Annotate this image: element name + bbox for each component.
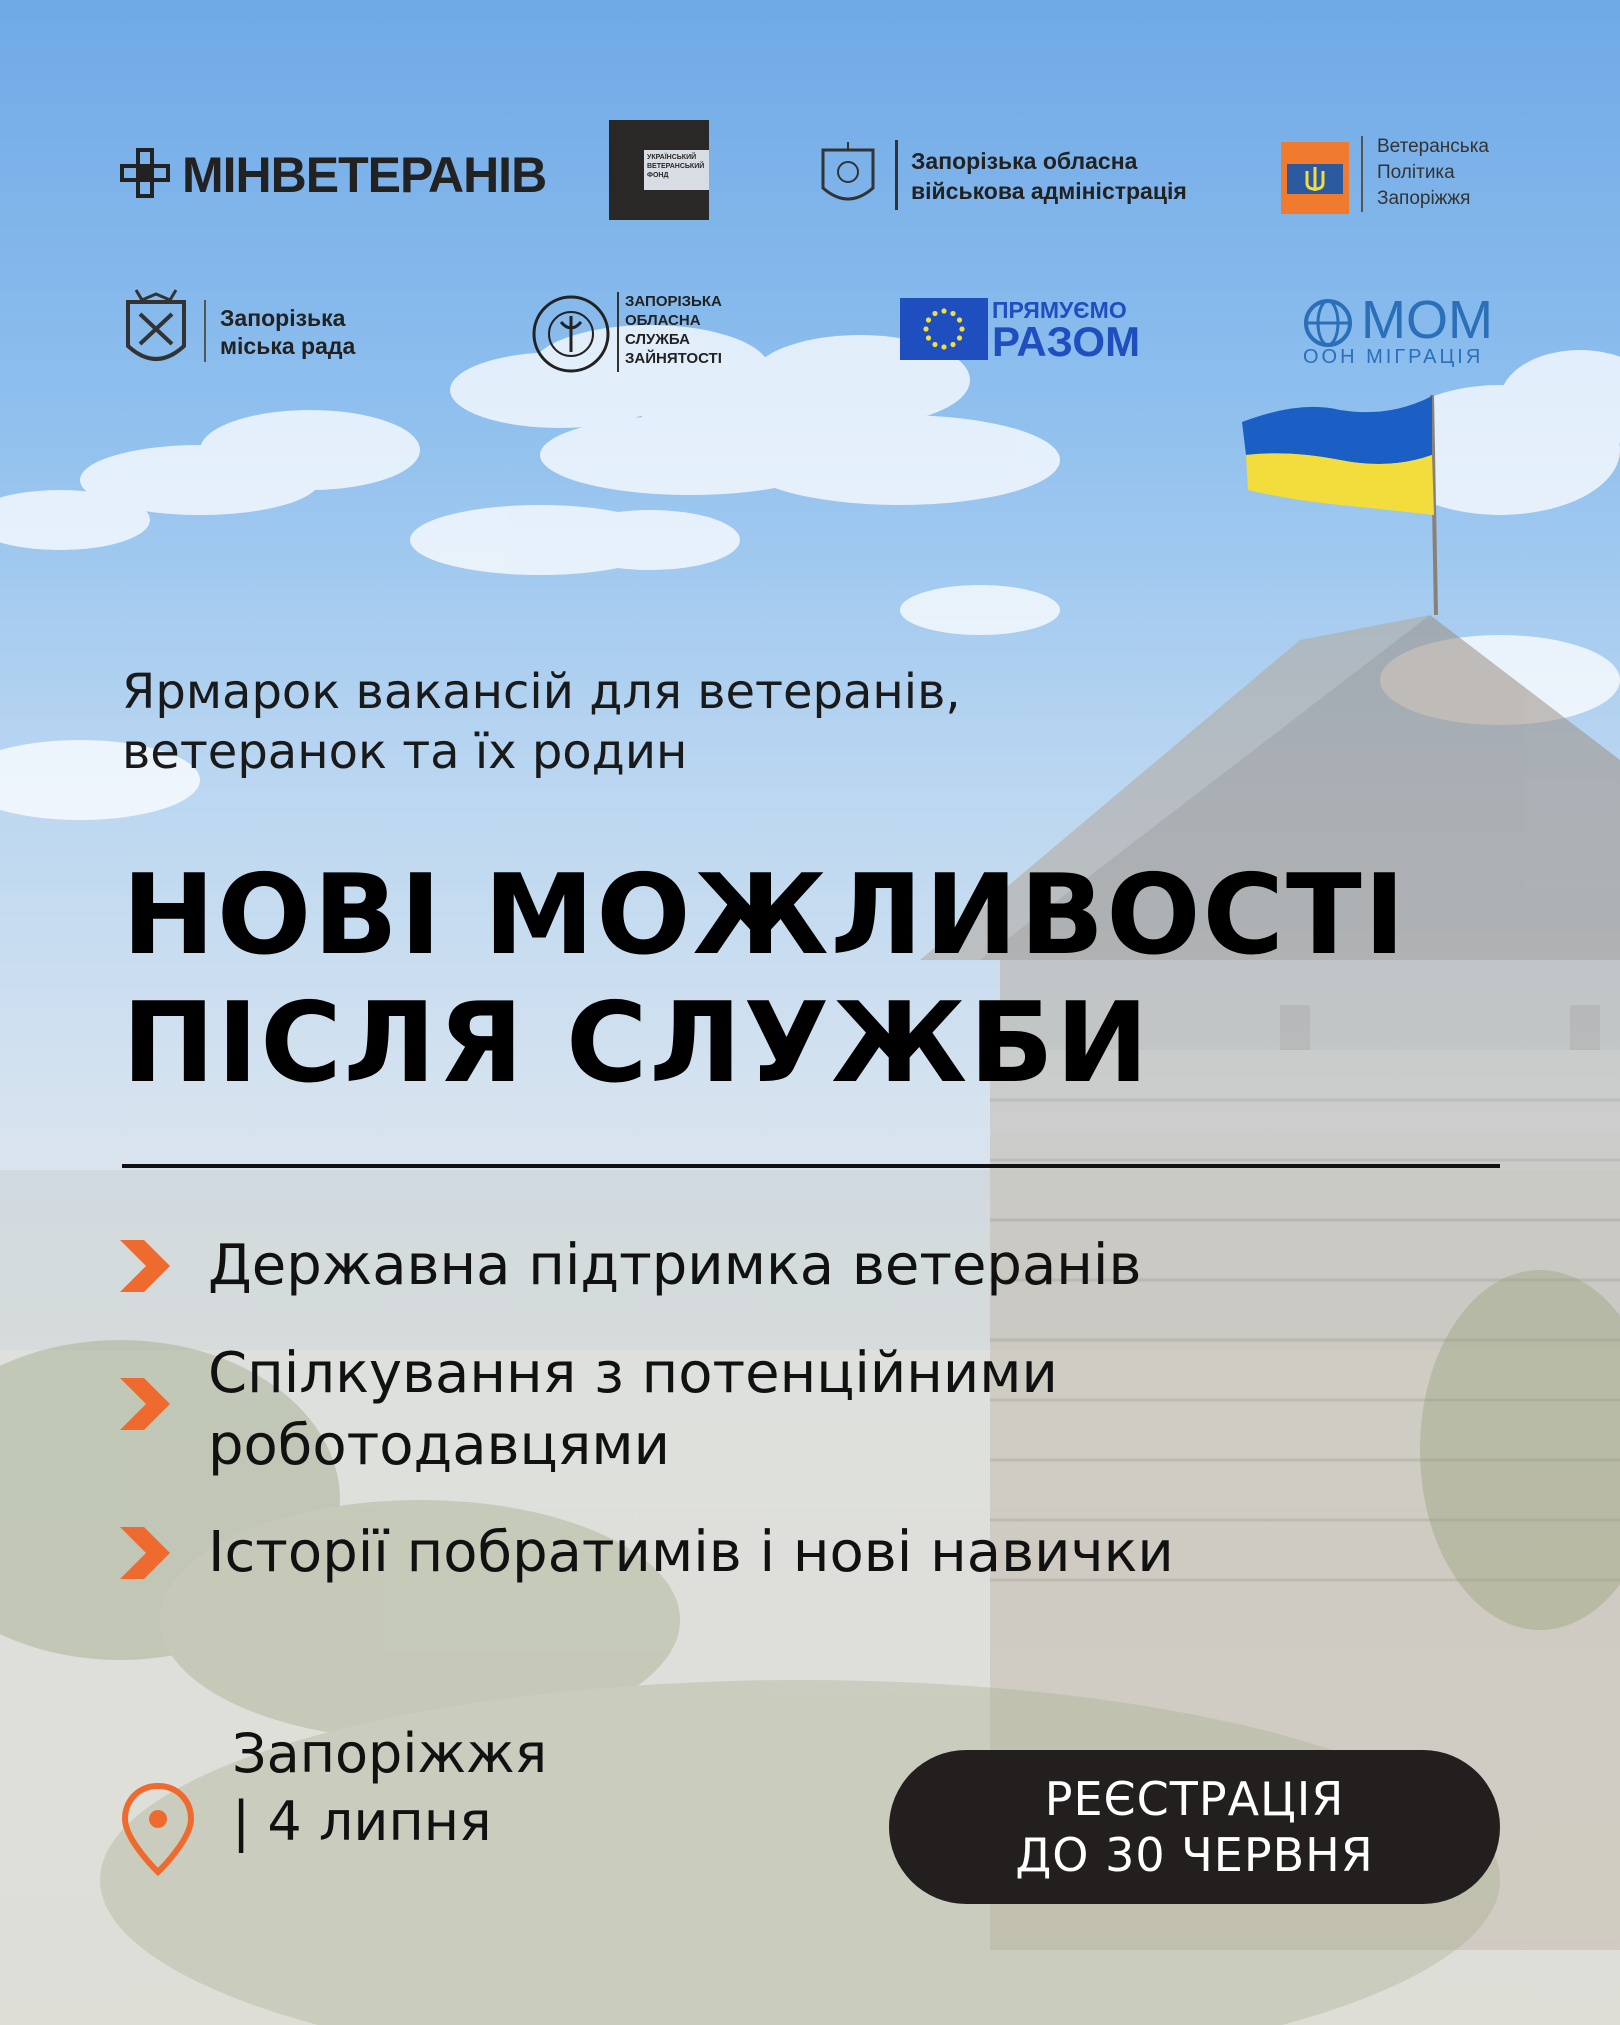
chevron-right-icon <box>120 1378 170 1430</box>
location-pin-icon <box>120 1782 196 1878</box>
divider <box>122 1164 1500 1168</box>
registration-badge[interactable]: РЕЄСТРАЦІЯ ДО 30 ЧЕРВНЯ <box>889 1750 1500 1904</box>
page-title: НОВІ МОЖЛИВОСТІ ПІСЛЯ СЛУЖБИ <box>122 851 1408 1108</box>
minveteraniv-emblem-icon <box>120 148 170 198</box>
oda-emblem-icon <box>813 138 883 214</box>
feature-item: Державна підтримка ветеранів <box>208 1233 1142 1298</box>
event-location: Запоріжжя | 4 липня <box>232 1722 548 1853</box>
event-subtitle: Ярмарок вакансій для ветеранів, ветеранок та їх родин <box>122 664 961 780</box>
poster: МІНВЕТЕРАНІВ УКРАЇНСЬКИЙ ВЕТЕРАНСЬКИЙ ФОНД Запорізька обласна військова адміністрація Ветеранська Політика Запоріжжя Запорізька міська рада ЗАПОРІЗЬКА ОБЛАСНА СЛУЖБА ЗАЙНЯТОСТІ ПРЯМУЄМО РАЗОМ МОМ ООН МІГРАЦІЯ Ярмарок вакансій для ветеранів, ветеранок та їх родин НОВІ МОЖЛИВОСТІ ПІСЛЯ СЛУЖБИ Державна підтримка ветеранів Спілкування з потенційними роботодавцями Історії побратимів і нові навички Запоріжжя | 4 липня РЕЄСТРАЦІЯ ДО 30 ЧЕРВНЯ <box>0 0 1620 2025</box>
ukraine-flag <box>1242 396 1434 515</box>
eu-flag-icon <box>900 298 988 360</box>
employment-emblem-icon <box>531 294 611 374</box>
iom-globe-icon <box>1303 298 1353 348</box>
feature-item: Історії побратимів і нові навички <box>208 1520 1174 1585</box>
chevron-right-icon <box>120 1240 170 1292</box>
city-emblem-icon <box>122 288 190 374</box>
feature-item: Спілкування з потенційними роботодавцями <box>208 1341 1058 1478</box>
veteran-fund-logo: УКРАЇНСЬКИЙ ВЕТЕРАНСЬКИЙ ФОНД <box>609 120 709 220</box>
trident-icon <box>1303 165 1327 193</box>
chevron-right-icon <box>120 1527 170 1579</box>
